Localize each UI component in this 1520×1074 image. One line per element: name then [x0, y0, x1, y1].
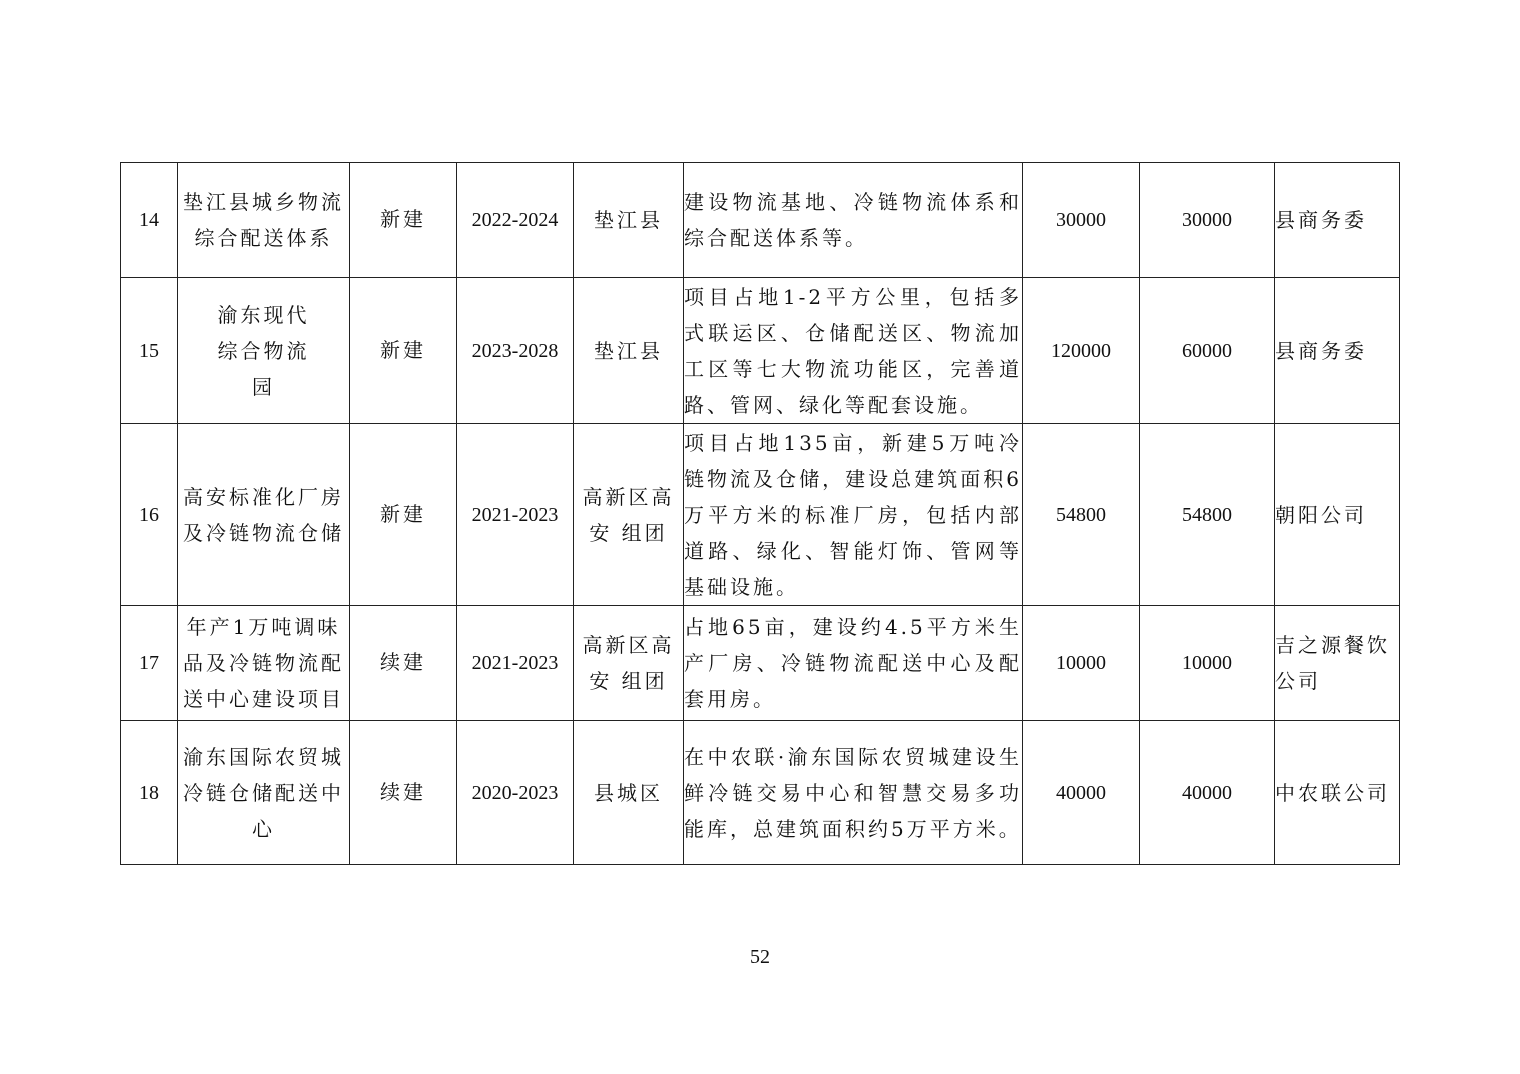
location: 垫江县 [574, 278, 684, 424]
total-investment: 54800 [1023, 424, 1140, 606]
table-row [121, 278, 1400, 424]
table-row [121, 163, 1400, 278]
project-name: 渝东国际农贸城冷链仓储配送中心 [178, 721, 350, 865]
project-table [120, 162, 1400, 865]
table-row [121, 606, 1400, 721]
location: 高新区高安 组团 [574, 606, 684, 721]
planned-investment: 40000 [1140, 721, 1275, 865]
total-investment: 10000 [1023, 606, 1140, 721]
row-number: 14 [121, 163, 178, 278]
responsible-unit: 县商务委 [1275, 278, 1400, 424]
construction-period: 2021-2023 [457, 606, 574, 721]
construction-content: 项目占地1-2平方公里，包括多式联运区、仓储配送区、物流加工区等七大物流功能区，完善道路、管网、绿化等配套设施。 [684, 278, 1023, 424]
project-name: 渝东现代综合物流园 [178, 278, 350, 424]
row-number: 18 [121, 721, 178, 865]
location: 县城区 [574, 721, 684, 865]
table-row [121, 424, 1400, 606]
responsible-unit: 县商务委 [1275, 163, 1400, 278]
construction-content: 项目占地135亩，新建5万吨冷链物流及仓储，建设总建筑面积6万平方米的标准厂房，包括内部道路、绿化、智能灯饰、管网等基础设施。 [684, 424, 1023, 606]
construction-period: 2021-2023 [457, 424, 574, 606]
planned-investment: 10000 [1140, 606, 1275, 721]
construction-period: 2022-2024 [457, 163, 574, 278]
planned-investment: 30000 [1140, 163, 1275, 278]
row-number: 16 [121, 424, 178, 606]
construction-type: 续建 [350, 606, 457, 721]
construction-type: 新建 [350, 424, 457, 606]
construction-content: 建设物流基地、冷链物流体系和综合配送体系等。 [684, 163, 1023, 278]
total-investment: 40000 [1023, 721, 1140, 865]
construction-type: 新建 [350, 163, 457, 278]
project-name: 年产1万吨调味品及冷链物流配送中心建设项目 [178, 606, 350, 721]
construction-content: 在中农联·渝东国际农贸城建设生鲜冷链交易中心和智慧交易多功能库，总建筑面积约5万平方米。 [684, 721, 1023, 865]
responsible-unit: 朝阳公司 [1275, 424, 1400, 606]
responsible-unit: 中农联公司 [1275, 721, 1400, 865]
table-row [121, 721, 1400, 865]
construction-type: 续建 [350, 721, 457, 865]
construction-type: 新建 [350, 278, 457, 424]
row-number: 17 [121, 606, 178, 721]
total-investment: 120000 [1023, 278, 1140, 424]
page-number: 52 [750, 946, 770, 968]
project-name: 高安标准化厂房及冷链物流仓储 [178, 424, 350, 606]
construction-content: 占地65亩，建设约4.5平方米生产厂房、冷链物流配送中心及配套用房。 [684, 606, 1023, 721]
row-number: 15 [121, 278, 178, 424]
planned-investment: 60000 [1140, 278, 1275, 424]
total-investment: 30000 [1023, 163, 1140, 278]
location: 垫江县 [574, 163, 684, 278]
project-name: 垫江县城乡物流综合配送体系 [178, 163, 350, 278]
location: 高新区高安 组团 [574, 424, 684, 606]
construction-period: 2020-2023 [457, 721, 574, 865]
construction-period: 2023-2028 [457, 278, 574, 424]
responsible-unit: 吉之源餐饮公司 [1275, 606, 1400, 721]
planned-investment: 54800 [1140, 424, 1275, 606]
